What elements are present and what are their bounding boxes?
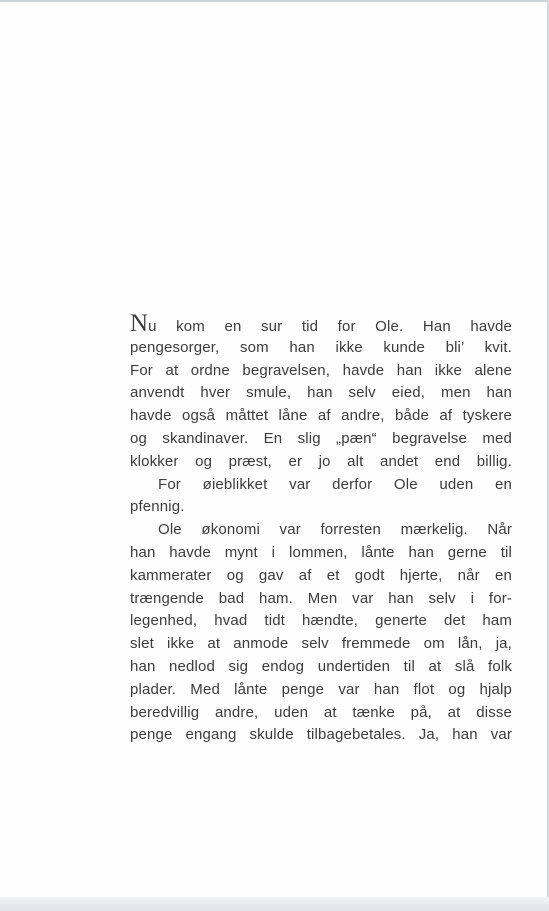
text-line-2: pengesorger, som han ikke kunde bli’ kvit.: [130, 338, 512, 356]
text-line-8: For øieblikket var derfor Ole uden en: [158, 475, 512, 493]
page-body-text: [130, 310, 512, 747]
text-line-17: plader. Med lånte penge var han flot og hjalp: [130, 680, 512, 698]
drop-cap: N: [130, 310, 149, 337]
text-line-14: legenhed, hvad tidt hændte, generte det ham: [130, 612, 512, 630]
text-line-1-rest: u kom en sur tid for Ole. Han havde: [148, 318, 512, 335]
text-line-5: havde også måttet låne af andre, både af tyskere: [130, 407, 512, 425]
text-line-7: klokker og præst, er jo alt andet end billig.: [130, 452, 512, 470]
text-line-15: slet ikke at anmode selv fremmede om lån, ja,: [130, 635, 512, 653]
page-edge-top: [0, 0, 549, 2]
text-line-11: han havde mynt i lommen, lånte han gerne til: [130, 543, 512, 561]
text-line-18: beredvillig andre, uden at tænke på, at disse: [130, 703, 512, 721]
text-line-10: Ole økonomi var forresten mærkelig. Når: [158, 521, 512, 539]
text-line-9: pfennig.: [130, 498, 185, 516]
text-line-13: trængende bad ham. Men var han selv i for-: [130, 589, 512, 607]
text-line-16: han nedlod sig endog undertiden til at slå folk: [130, 657, 512, 675]
page-edge-bottom: [0, 897, 549, 911]
text-line-4: anvendt hver smule, han selv eied, men han: [130, 384, 512, 402]
text-line-1: [130, 310, 512, 337]
text-line-6: og skandinaver. En slig „pæn“ begravelse med: [130, 429, 512, 447]
text-line-12: kammerater og gav af et godt hjerte, når en: [130, 566, 512, 584]
text-line-19: penge engang skulde tilbagebetales. Ja, han var: [130, 726, 512, 744]
text-line-3: For at ordne begravelsen, havde han ikke alene: [130, 361, 512, 379]
